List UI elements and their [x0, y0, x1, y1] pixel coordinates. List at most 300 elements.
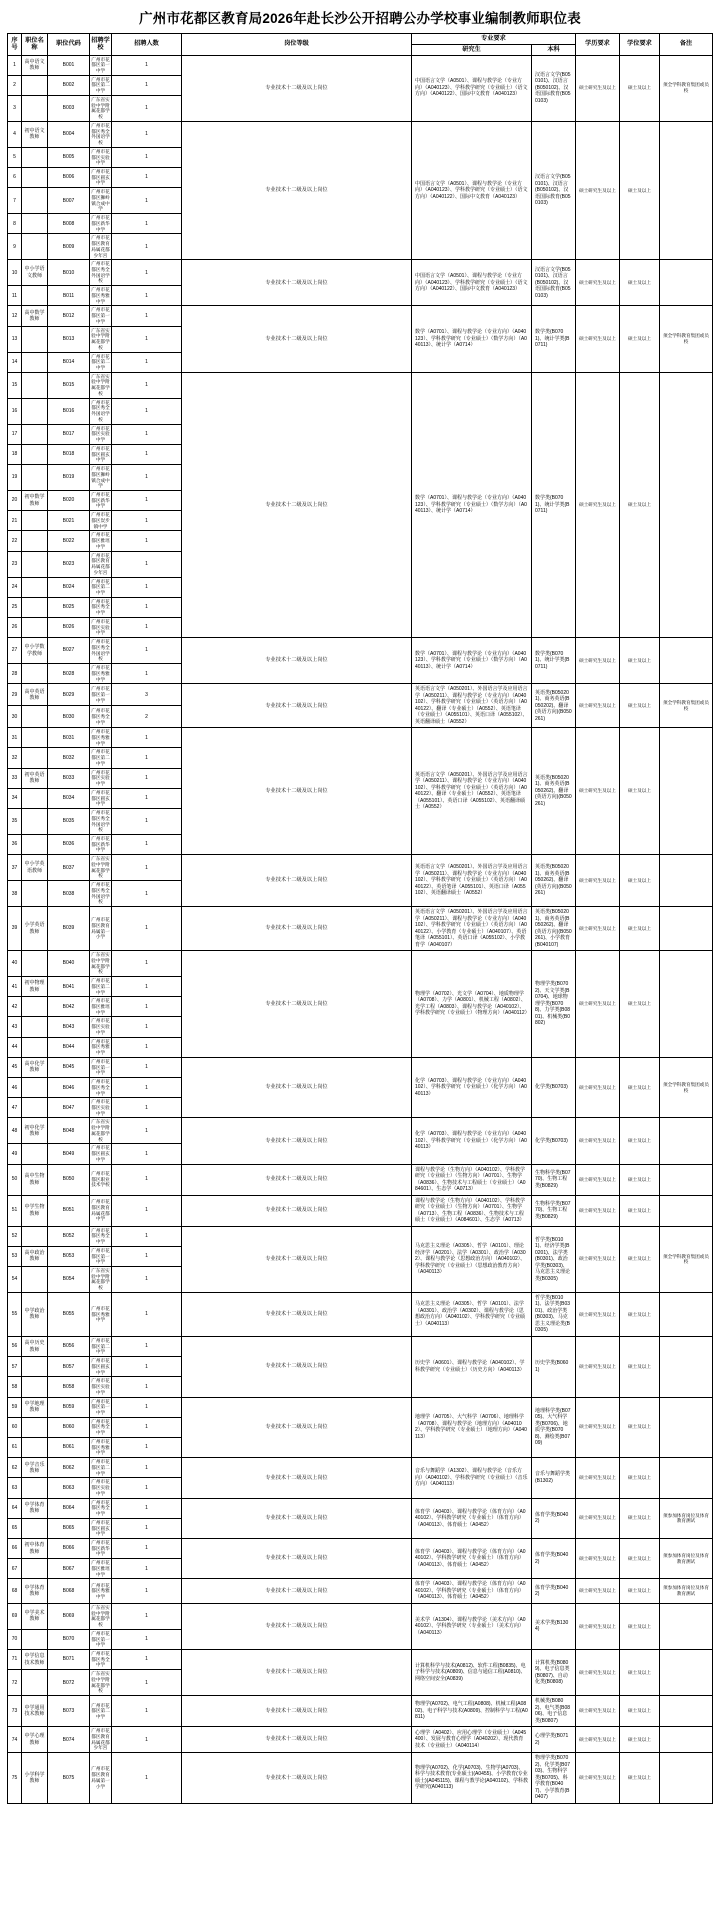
cell-major-grad: 英语语言文学（A050201）、外国语言学及应用语言学（A050211）、课程与教学论（专业方向）（A040102）、学科教学研究（专业硕士）（英语方向）（A040122）、翻译（专业硕士）（A0552）、英语笔译（专业硕士）（A055101）、英语口译（A055102）、英语翻译硕士（A0552） [412, 684, 532, 728]
cell-count: 1 [112, 1078, 182, 1098]
table-row [8, 855, 713, 881]
cell-post-name [22, 881, 48, 907]
cell-post-code: B013 [48, 326, 90, 352]
cell-count: 1 [112, 1118, 182, 1144]
cell-edu: 硕士研究生及以上 [576, 1057, 620, 1118]
cell-post-code: B043 [48, 1017, 90, 1037]
cell-post-code: B015 [48, 372, 90, 398]
cell-school: 广州市花都区圆玄中学 [90, 788, 112, 808]
cell-major-ug: 数学类(B0701)、统计学类(B0711) [532, 638, 576, 684]
cell-post-name [22, 664, 48, 684]
cell-count: 1 [112, 855, 182, 881]
cell-post-name [22, 1437, 48, 1457]
cell-school: 广州市花都区第一中学 [90, 684, 112, 706]
cell-seq: 37 [8, 855, 22, 881]
cell-edu: 硕士研究生及以上 [576, 907, 620, 951]
cell-count: 1 [112, 1478, 182, 1498]
cell-seq: 45 [8, 1057, 22, 1077]
cell-post-name [22, 234, 48, 260]
cell-count: 1 [112, 788, 182, 808]
table-row [8, 1226, 713, 1246]
cell-school: 广州市花都区第一中学 [90, 1246, 112, 1266]
table-row [8, 260, 713, 286]
cell-count: 1 [112, 1057, 182, 1077]
cell-school: 广州市花都区实验中学 [90, 1478, 112, 1498]
cell-post-code: B004 [48, 121, 90, 147]
cell-post-name: 高中语文教师 [22, 55, 48, 75]
cell-degree: 硕士及以上 [620, 1164, 660, 1195]
cell-remark [660, 1727, 713, 1753]
cell-seq: 21 [8, 511, 22, 531]
cell-count: 1 [112, 95, 182, 121]
cell-remark [660, 1336, 713, 1397]
cell-post-code: B041 [48, 977, 90, 997]
cell-post-code: B071 [48, 1650, 90, 1670]
cell-seq: 49 [8, 1144, 22, 1164]
cell-count: 1 [112, 167, 182, 187]
cell-count: 1 [112, 1629, 182, 1649]
cell-count: 1 [112, 1292, 182, 1336]
cell-major-ug: 英语类(B050201)、商务英语(B050202)、翻译(英语方向)(B050261) [532, 684, 576, 728]
cell-post-code: B023 [48, 551, 90, 577]
cell-post-name [22, 1226, 48, 1246]
cell-seq: 24 [8, 577, 22, 597]
cell-level: 专业技术十二级及以上岗位 [182, 684, 412, 728]
cell-remark [660, 1118, 713, 1164]
cell-post-code: B069 [48, 1603, 90, 1629]
cell-count: 1 [112, 551, 182, 577]
cell-count: 1 [112, 617, 182, 637]
table-row [8, 1498, 713, 1518]
cell-count: 1 [112, 306, 182, 326]
th-school: 招聘学校 [90, 34, 112, 56]
cell-school: 广州市花都区实验中学 [90, 1377, 112, 1397]
cell-post-name: 小学科学教师 [22, 1753, 48, 1804]
th-major-grad: 研究生 [412, 44, 532, 55]
cell-seq: 14 [8, 352, 22, 372]
cell-remark: 须全学科教育集团或员校 [660, 1057, 713, 1118]
cell-post-name [22, 788, 48, 808]
cell-seq: 18 [8, 444, 22, 464]
cell-major-ug: 数学类(B0701)、统计学类(B0711) [532, 306, 576, 372]
cell-seq: 73 [8, 1696, 22, 1727]
cell-post-code: B039 [48, 907, 90, 951]
cell-post-code: B006 [48, 167, 90, 187]
cell-edu: 硕士研究生及以上 [576, 1650, 620, 1696]
cell-edu: 硕士研究生及以上 [576, 1458, 620, 1498]
cell-post-code: B010 [48, 260, 90, 286]
cell-school: 广州市花都区第一中学 [90, 1629, 112, 1649]
cell-post-code: B045 [48, 1057, 90, 1077]
th-major-ug: 本科 [532, 44, 576, 55]
table-row [8, 907, 713, 951]
table-row [8, 121, 713, 147]
cell-post-name [22, 1017, 48, 1037]
cell-school: 广州市花都区秀全中学 [90, 1226, 112, 1246]
cell-count: 1 [112, 1696, 182, 1727]
cell-seq: 6 [8, 167, 22, 187]
cell-seq: 41 [8, 977, 22, 997]
cell-count: 1 [112, 1670, 182, 1696]
cell-post-name: 高中历史教师 [22, 1336, 48, 1356]
cell-seq: 72 [8, 1670, 22, 1696]
cell-seq: 12 [8, 306, 22, 326]
cell-post-name: 中小学英语教师 [22, 855, 48, 881]
cell-post-code: B044 [48, 1037, 90, 1057]
cell-post-name [22, 465, 48, 491]
cell-post-code: B020 [48, 490, 90, 510]
cell-seq: 47 [8, 1098, 22, 1118]
cell-count: 1 [112, 1098, 182, 1118]
cell-count: 1 [112, 352, 182, 372]
cell-remark [660, 1650, 713, 1696]
cell-post-name [22, 1267, 48, 1293]
cell-major-grad: 中国语言文学（A0501）、课程与教学论（专业方向）（A040123）、学科教学研究（专业硕士）（语文方向）（A040122）、国际中文教育（A040123） [412, 121, 532, 259]
cell-post-code: B022 [48, 531, 90, 551]
cell-major-grad: 计算机科学与技术(A0812)、软件工程(B0835)、电子科学与技术(A0809)、信息与通信工程(A0810)、网络空间安全(A0839) [412, 1650, 532, 1696]
cell-post-name [22, 75, 48, 95]
cell-post-code: B040 [48, 951, 90, 977]
cell-post-name: 中学信息技术教师 [22, 1650, 48, 1670]
cell-remark: 须全学科教育集团或员校 [660, 684, 713, 728]
table-row [8, 684, 713, 706]
cell-major-grad: 课程与教学论（生物方向）（A040102）、学科教学研究（专业硕士）（生物方向）（A0701）、生物学（A0713）、生物工程（A0836）、生物技术与工程硕士（专业硕士）（A084601）、生态学（A0713） [412, 1195, 532, 1226]
cell-count: 1 [112, 809, 182, 835]
cell-count: 1 [112, 424, 182, 444]
cell-count: 1 [112, 398, 182, 424]
cell-major-grad: 体育学（A0403）、课程与教学论（体育方向）（A040102）、学科教学研究（专业硕士）（体育方向）（A040113）、体育硕士（A0452） [412, 1538, 532, 1578]
cell-degree: 硕士及以上 [620, 1226, 660, 1292]
cell-post-name: 中学美术教师 [22, 1603, 48, 1629]
cell-post-name [22, 372, 48, 398]
cell-post-name [22, 597, 48, 617]
cell-major-grad: 马克思主义理论（A0305）、哲学（A0101）、理论经济学（A0201）、法学（A0301）、政治学（A0302）、课程与教学论（思想政治方向）（A040102）、学科教学研究（专业硕士）（思想政治教育方向）（A040113） [412, 1226, 532, 1292]
cell-post-code: B003 [48, 95, 90, 121]
cell-level: 专业技术十二级及以上岗位 [182, 260, 412, 306]
cell-degree: 硕士及以上 [620, 260, 660, 306]
cell-edu: 硕士研究生及以上 [576, 260, 620, 306]
cell-post-name: 初中英语教师 [22, 768, 48, 788]
cell-school: 广州市花都区秀全外国语学校 [90, 638, 112, 664]
cell-post-name [22, 1357, 48, 1377]
cell-degree: 硕士及以上 [620, 907, 660, 951]
cell-count: 1 [112, 1397, 182, 1417]
cell-degree: 硕士及以上 [620, 1650, 660, 1696]
cell-seq: 8 [8, 214, 22, 234]
cell-school: 广州市花都区实验中学 [90, 1098, 112, 1118]
cell-seq: 22 [8, 531, 22, 551]
cell-count: 1 [112, 1246, 182, 1266]
table-row [8, 1650, 713, 1670]
th-degree: 学位要求 [620, 34, 660, 56]
cell-post-name: 中学生物教师 [22, 1195, 48, 1226]
cell-post-name: 中学地理教师 [22, 1397, 48, 1417]
cell-remark [660, 1195, 713, 1226]
cell-school: 广州市花都区实验中学 [90, 1017, 112, 1037]
cell-count: 1 [112, 1579, 182, 1604]
th-level: 岗位等级 [182, 34, 412, 56]
cell-school: 广州市花都区秀全中学 [90, 706, 112, 728]
cell-school: 广州市花都区圆玄中学 [90, 1144, 112, 1164]
cell-school: 广东省实验中学附属花都学校 [90, 951, 112, 977]
cell-major-grad: 体育学（A0403）、课程与教学论（体育方向）（A040102）、学科教学研究（专业硕士）（体育方向）（A040113）、体育硕士（A0452） [412, 1498, 532, 1538]
cell-post-code: B031 [48, 728, 90, 748]
cell-school: 广州市花都区实验中学 [90, 147, 112, 167]
cell-major-grad: 英语语言文学（A050201）、外国语言学及应用语言学（A050211）、课程与教学论（专业方向）（A040102）、学科教学研究（专业硕士）（英语方向）（A040122）、翻译（专业硕士）（A0552）、英语笔译（A055101）、英语口译（A055102）、英语翻译硕士（A0552） [412, 728, 532, 855]
cell-major-ug: 哲学类(B0101)、经济学类(B0201)、法学类(B0301)、政治学类(B0303)、马克思主义理论类(B0305) [532, 1226, 576, 1292]
cell-seq: 64 [8, 1498, 22, 1518]
cell-major-grad: 中国语言文学（A0501）、课程与教学论（专业方向）（A040123）、学科教学研究（专业硕士）（语文方向）（A040122）、国际中文教育（A040123） [412, 55, 532, 121]
cell-school: 广州市花都区雅瑶中学 [90, 531, 112, 551]
cell-school: 广州市花都区秀全外国语学校 [90, 809, 112, 835]
cell-post-code: B066 [48, 1538, 90, 1558]
table-row [8, 951, 713, 977]
cell-post-code: B074 [48, 1727, 90, 1753]
cell-post-code: B057 [48, 1357, 90, 1377]
cell-count: 1 [112, 638, 182, 664]
cell-seq: 48 [8, 1118, 22, 1144]
cell-seq: 13 [8, 326, 22, 352]
cell-count: 1 [112, 1144, 182, 1164]
cell-post-name: 中小学数学教师 [22, 638, 48, 664]
cell-post-code: B055 [48, 1292, 90, 1336]
cell-seq: 66 [8, 1538, 22, 1558]
cell-level: 专业技术十二级及以上岗位 [182, 121, 412, 259]
cell-post-name [22, 809, 48, 835]
cell-seq: 40 [8, 951, 22, 977]
table-row [8, 1292, 713, 1336]
cell-seq: 42 [8, 997, 22, 1017]
cell-major-grad: 心理学（A0402）、应用心理学（专业硕士）（A045400）、发展与教育心理学（A040202）、现代教育技术（专业硕士）（A040114） [412, 1727, 532, 1753]
cell-remark [660, 1458, 713, 1498]
cell-post-name [22, 444, 48, 464]
cell-remark: 须参加体育岗位及体育教育测试 [660, 1498, 713, 1538]
cell-level: 专业技术十二级及以上岗位 [182, 1164, 412, 1195]
cell-level: 专业技术十二级及以上岗位 [182, 638, 412, 684]
cell-post-name [22, 1559, 48, 1579]
cell-count: 1 [112, 326, 182, 352]
cell-seq: 20 [8, 490, 22, 510]
cell-post-code: B007 [48, 188, 90, 214]
cell-post-name: 初中体育教师 [22, 1538, 48, 1558]
cell-edu: 硕士研究生及以上 [576, 372, 620, 637]
cell-school: 广州市花都区秀全外国语学校 [90, 121, 112, 147]
cell-school: 广州市花都区秀全中学 [90, 1417, 112, 1437]
cell-edu: 硕士研究生及以上 [576, 1603, 620, 1649]
cell-seq: 15 [8, 372, 22, 398]
cell-degree: 硕士及以上 [620, 121, 660, 259]
cell-post-name [22, 214, 48, 234]
cell-post-code: B035 [48, 809, 90, 835]
table-row [8, 372, 713, 398]
cell-major-ug: 体育学类(B0402) [532, 1579, 576, 1604]
cell-major-ug: 美术学类(B1304) [532, 1603, 576, 1649]
cell-count: 1 [112, 1538, 182, 1558]
cell-school: 广州市花都区第二中学 [90, 577, 112, 597]
cell-level: 专业技术十二级及以上岗位 [182, 1727, 412, 1753]
cell-major-ug: 体育学类(B0402) [532, 1538, 576, 1578]
cell-count: 1 [112, 1377, 182, 1397]
cell-post-code: B038 [48, 881, 90, 907]
table-row [8, 1118, 713, 1144]
cell-post-name: 中学心理教师 [22, 1727, 48, 1753]
cell-major-ug: 汉语言文学(B050101)、汉语言(B050102)、汉语国际教育(B050103) [532, 55, 576, 121]
cell-seq: 36 [8, 835, 22, 855]
cell-post-code: B008 [48, 214, 90, 234]
cell-remark [660, 728, 713, 855]
cell-school: 广州市花都区秀全中学 [90, 1078, 112, 1098]
cell-seq: 35 [8, 809, 22, 835]
th-count: 招聘人数 [112, 34, 182, 56]
cell-school: 广州市花都区雅瑶中学 [90, 997, 112, 1017]
cell-edu: 硕士研究生及以上 [576, 1753, 620, 1804]
cell-major-ug: 机械类(B0802)、电气类(B0806)、电子信息类(B0807) [532, 1696, 576, 1727]
cell-post-name [22, 1144, 48, 1164]
cell-post-name [22, 1037, 48, 1057]
cell-post-code: B070 [48, 1629, 90, 1649]
cell-school: 广州市花都区职业技术学校 [90, 1164, 112, 1195]
cell-post-code: B017 [48, 424, 90, 444]
cell-seq: 27 [8, 638, 22, 664]
cell-post-code: B065 [48, 1518, 90, 1538]
cell-seq: 7 [8, 188, 22, 214]
cell-school: 广州市花都区秀全外国语学校 [90, 398, 112, 424]
cell-count: 1 [112, 597, 182, 617]
cell-post-code: B058 [48, 1377, 90, 1397]
cell-post-name: 中学体育教师 [22, 1579, 48, 1604]
cell-seq: 74 [8, 1727, 22, 1753]
cell-post-code: B051 [48, 1195, 90, 1226]
cell-post-code: B061 [48, 1437, 90, 1457]
cell-degree: 硕士及以上 [620, 1195, 660, 1226]
table-header-row [8, 34, 713, 45]
cell-count: 1 [112, 1226, 182, 1246]
cell-count: 1 [112, 1195, 182, 1226]
cell-post-code: B073 [48, 1696, 90, 1727]
table-row [8, 1195, 713, 1226]
cell-level: 专业技术十二级及以上岗位 [182, 1195, 412, 1226]
cell-major-ug: 英语类(B050201)、商务英语(B050262)、翻译(英语方向)(B050261)、小学教育(B040107) [532, 907, 576, 951]
table-row [8, 55, 713, 75]
table-row [8, 1538, 713, 1558]
cell-level: 专业技术十二级及以上岗位 [182, 1603, 412, 1649]
cell-seq: 26 [8, 617, 22, 637]
cell-school: 广州市花都区第二中学 [90, 748, 112, 768]
cell-edu: 硕士研究生及以上 [576, 855, 620, 907]
cell-post-code: B067 [48, 1559, 90, 1579]
cell-school: 广州市花都区教育局属第一小学 [90, 907, 112, 951]
cell-count: 1 [112, 188, 182, 214]
cell-major-grad: 美术学（A1304）、课程与教学论（美术方向）（A040102）、学科教学研究（专业硕士）（美术方向）（A040113） [412, 1603, 532, 1649]
cell-degree: 硕士及以上 [620, 951, 660, 1058]
cell-level: 专业技术十二级及以上岗位 [182, 306, 412, 372]
cell-post-name [22, 551, 48, 577]
cell-major-ug: 汉语言文学(B050101)、汉语言(B050102)、汉语国际教育(B050103) [532, 260, 576, 306]
cell-major-ug: 体育学类(B0402) [532, 1498, 576, 1538]
cell-seq: 55 [8, 1292, 22, 1336]
cell-remark [660, 638, 713, 684]
cell-edu: 硕士研究生及以上 [576, 951, 620, 1058]
cell-post-code: B001 [48, 55, 90, 75]
cell-major-ug: 数学类(B0701)、统计学类(B0711) [532, 372, 576, 637]
cell-level: 专业技术十二级及以上岗位 [182, 1118, 412, 1164]
cell-degree: 硕士及以上 [620, 1538, 660, 1578]
cell-degree: 硕士及以上 [620, 1397, 660, 1458]
cell-seq: 9 [8, 234, 22, 260]
cell-edu: 硕士研究生及以上 [576, 1164, 620, 1195]
cell-count: 1 [112, 977, 182, 997]
cell-count: 1 [112, 75, 182, 95]
table-row [8, 306, 713, 326]
cell-post-code: B062 [48, 1458, 90, 1478]
cell-seq: 2 [8, 75, 22, 95]
cell-post-name: 中学音乐教师 [22, 1458, 48, 1478]
cell-school: 广州市花都区秀全中学 [90, 597, 112, 617]
cell-edu: 硕士研究生及以上 [576, 638, 620, 684]
cell-post-code: B016 [48, 398, 90, 424]
cell-post-code: B029 [48, 684, 90, 706]
cell-post-name: 初中语文教师 [22, 121, 48, 147]
cell-seq: 75 [8, 1753, 22, 1804]
cell-edu: 硕士研究生及以上 [576, 1118, 620, 1164]
cell-post-code: B024 [48, 577, 90, 597]
cell-degree: 硕士及以上 [620, 1603, 660, 1649]
cell-post-name [22, 286, 48, 306]
cell-degree: 硕士及以上 [620, 638, 660, 684]
cell-post-code: B059 [48, 1397, 90, 1417]
cell-school: 广州市花都区秀全中学 [90, 1650, 112, 1670]
table-row [8, 1164, 713, 1195]
cell-post-name: 高中英语教师 [22, 684, 48, 706]
cell-post-name [22, 706, 48, 728]
cell-seq: 44 [8, 1037, 22, 1057]
cell-edu: 硕士研究生及以上 [576, 684, 620, 728]
cell-school: 广州市花都区第二中学 [90, 1696, 112, 1727]
cell-school: 广州市花都区圆玄中学 [90, 1357, 112, 1377]
cell-level: 专业技术十二级及以上岗位 [182, 1498, 412, 1538]
cell-level: 专业技术十二级及以上岗位 [182, 855, 412, 907]
cell-school: 广州市花都区新华中学 [90, 835, 112, 855]
cell-school: 广州市花都区第二中学 [90, 75, 112, 95]
cell-major-ug: 化学类(B0703) [532, 1118, 576, 1164]
cell-degree: 硕士及以上 [620, 1727, 660, 1753]
cell-level: 专业技术十二级及以上岗位 [182, 1753, 412, 1804]
cell-major-ug: 物理学类(B0702)、天文学类(B0704)、地球物理学类(B0708)、力学类(B0801)、机械类(B0802) [532, 951, 576, 1058]
cell-post-name: 初中物理教师 [22, 977, 48, 997]
cell-post-code: B064 [48, 1498, 90, 1518]
cell-seq: 52 [8, 1226, 22, 1246]
cell-edu: 硕士研究生及以上 [576, 1195, 620, 1226]
cell-post-name [22, 1377, 48, 1397]
cell-edu: 硕士研究生及以上 [576, 121, 620, 259]
cell-count: 1 [112, 1518, 182, 1538]
cell-major-grad: 音乐与舞蹈学（A1302）、课程与教学论（音乐方向）（A040102）、学科教学研究（专业硕士）（音乐方向）（A040113） [412, 1458, 532, 1498]
cell-level: 专业技术十二级及以上岗位 [182, 1696, 412, 1727]
cell-count: 1 [112, 1417, 182, 1437]
cell-school: 广东省实验中学附属花都学校 [90, 372, 112, 398]
cell-post-code: B026 [48, 617, 90, 637]
cell-major-ug: 英语类(B050201)、商务英语(B050262)、翻译(英语方向)(B050261) [532, 855, 576, 907]
cell-post-name: 初中数学教师 [22, 490, 48, 510]
cell-remark: 须全学科教育集团或员校 [660, 306, 713, 372]
cell-seq: 46 [8, 1078, 22, 1098]
cell-school: 广东省实验中学附属花都学校 [90, 855, 112, 881]
cell-school: 广州市花都区第一中学 [90, 55, 112, 75]
cell-post-name [22, 1670, 48, 1696]
cell-count: 1 [112, 577, 182, 597]
cell-count: 1 [112, 234, 182, 260]
cell-seq: 61 [8, 1437, 22, 1457]
